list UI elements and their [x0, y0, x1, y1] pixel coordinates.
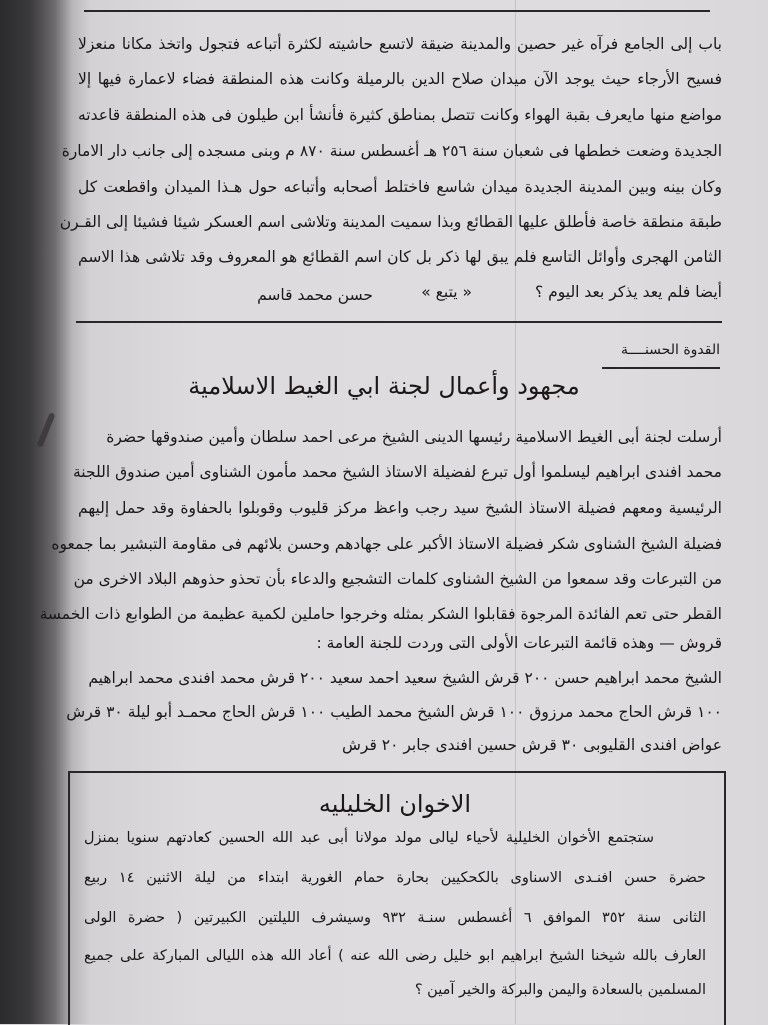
article2-line: القطر حتى تعم الفائدة المرجوة فقابلوا الشكر بمثله وخرجوا حاملين لكمية عظيمة من الطوابع ذات الخمسة — [39, 605, 722, 623]
ink-mark — [36, 412, 55, 448]
article3-line: الثانى سنة ٣٥٢ الموافق ٦ أغسطس سنـة ٩٣٢ وسيشرف الليلتين الكبيرتين ( حضرة الولى — [84, 910, 706, 926]
article1-line: الجديدة وضعت خططها فى شعبان سنة ٢٥٦ هـ أغسطس سنة ٨٧٠ م وبنى مسجده إلى جانب دار الامارة — [61, 142, 722, 160]
donation-list-line: الشيخ محمد ابراهيم حسن ٢٠٠ قرش الشيخ سعيد احمد سعيد ٢٠٠ قرش محمد افندى محمد ابراهيم — [88, 669, 722, 687]
article3-line: المسلمين بالسعادة واليمن والبركة والخير آمين ؟ — [414, 982, 706, 998]
article2-line: الرئيسية ومعهم فضيلة الاستاذ الشيخ سيد رجب واعظ مركز قليوب وقوبلوا بالحفاوة وقد حمل إليهم — [78, 499, 722, 517]
article2-line: فضيلة الشيخ الشناوى شكر فضيلة الاستاذ الأكبر على جهادهم وحسن بلائهم فى مقاومة التبشير بما جمعوه — [51, 535, 722, 553]
article1-line: فسيح الأرجاء حيث يوجد الآن ميدان صلاح الدين بالرميلة وكانت هذه المنطقة فضاء لاعمارة فيها إلا — [78, 70, 722, 88]
article1-line: وكان بينه وبين المدينة الجديدة ميدان شاسع فاختلط أصحابه وأتباعه حول هـذا الميدان واقطعت كل — [78, 178, 722, 196]
donation-list-line: عواض افندى القليوبى ٣٠ قرش حسين افندى جابر ٢٠ قرش — [341, 736, 722, 754]
author-signature: حسن محمد قاسم — [257, 286, 373, 304]
donation-list-line: ١٠٠ قرش الحاج محمد مرزوق ١٠٠ قرش الشيخ محمد الطيب ١٠٠ قرش الحاج محمـد أبو ليلة ٣٠ قرش — [66, 703, 722, 721]
section-label-underline — [602, 367, 720, 369]
article2-line: قروش — وهذه قائمة التبرعات الأولى التى وردت للجنة العامة : — [316, 634, 722, 652]
section-label: القدوة الحسنــــة — [621, 342, 720, 358]
top-rule — [84, 10, 710, 12]
section-divider — [76, 321, 722, 323]
article2-title: مجهود وأعمال لجنة ابي الغيط الاسلامية — [188, 372, 580, 400]
article1-line: الثامن الهجرى وأوائل التاسع فلم يبق لها ذكر بل كان اسم القطائع هو المعروف وقد تلاشى هذا الاسم — [78, 248, 722, 266]
article3-line: ستجتمع الأخوان الخليلية لأحياء ليالى مولد مولانا أبى عبد الله الحسين كعادتهم سنويا بمنزل — [84, 830, 654, 846]
article3-line: حضرة حسن افنـدى الاسناوى بالكحكيين بحارة حمام الغورية ابتداء من ليلة الاثنين ١٤ ربيع — [84, 870, 706, 886]
article2-line: أرسلت لجنة أبى الغيط الاسلامية رئيسها الدينى الشيخ مرعى احمد سلطان وأمين صندوقها حضرة — [106, 428, 722, 446]
continued-marker: « يتبع » — [421, 283, 472, 301]
article3-line: العارف بالله شيخنا الشيخ ابراهيم ابو خليل رضى الله عنه ) أعاد الله هذه الليالى المباركة على جميع — [84, 948, 706, 964]
article1-line: مواضع منها مايعرف بقبة الهواء وكانت تتصل بمناطق كثيرة فأنشأ ابن طيلون فى هذه المنطقة قاعدته — [78, 106, 722, 124]
article1-line: باب إلى الجامع فرآه غير حصين والمدينة ضيقة لاتسع حاشيته لكثرة أتباعه فتجول واتخذ مكانا منعزلا — [78, 35, 722, 53]
article3-title: الاخوان الخليليه — [318, 790, 472, 818]
article1-line: أيضا فلم يعد يذكر بعد اليوم ؟ — [535, 283, 722, 301]
article1-line: طبقة منطقة خاصة فأطلق عليها القطائع وبذا سميت المدينة وتلاشى اسم العسكر شيئا فشيئا إلى القـرن — [59, 213, 722, 231]
article2-line: من التبرعات وقد سمعوا من الشيخ الشناوى كلمات التشجيع والدعاء بأن تحذو حذوهم البلاد الاخرى من — [73, 570, 722, 588]
article2-line: محمد افندى ابراهيم ليسلموا أول تبرع لفضيلة الاستاذ الشيخ محمد مأمون الشناوى أمين صندوق اللجنة — [73, 463, 722, 481]
